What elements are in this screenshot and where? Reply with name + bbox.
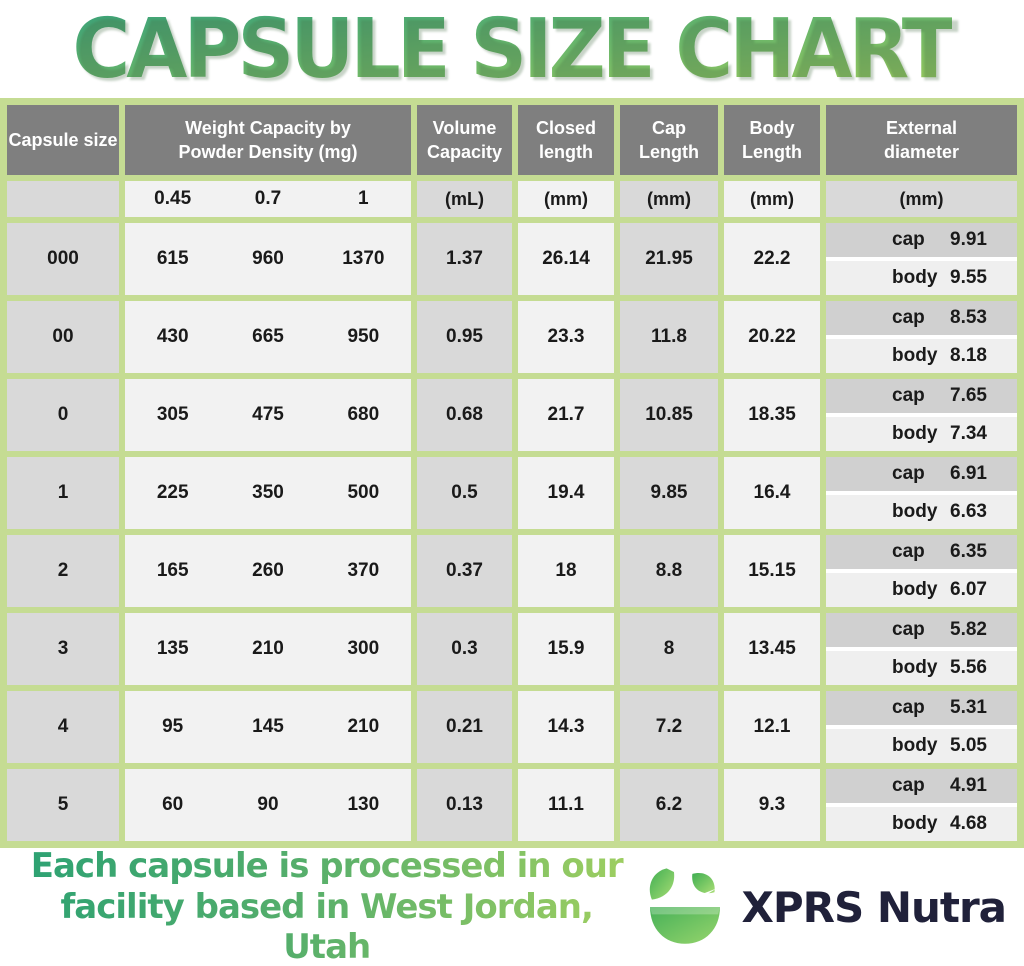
body-length-cell: 18.35 [724,379,820,451]
cap-length-cell: 6.2 [620,769,718,841]
weight-capacity-cell: 95 145 210 [125,691,411,763]
volume-capacity-cell: 0.21 [417,691,512,763]
body-diameter-row: body 5.56 [826,651,1017,685]
body-length-cell: 20.22 [724,301,820,373]
body-diameter-row: body 8.18 [826,339,1017,373]
cap-length-cell: 11.8 [620,301,718,373]
header-body-length: Body Length [724,105,820,175]
cap-length-cell: 21.95 [620,223,718,295]
cap-length-cell: 8.8 [620,535,718,607]
closed-length-cell: 14.3 [518,691,614,763]
cap-diameter-row: cap 7.65 [826,379,1017,413]
capsule-size-cell: 2 [7,535,119,607]
cap-diameter-row: cap 6.35 [826,535,1017,569]
weight-capacity-cell: 225 350 500 [125,457,411,529]
cap-diameter-row: cap 5.31 [826,691,1017,725]
body-length-cell: 9.3 [724,769,820,841]
weight-capacity-cell: 135 210 300 [125,613,411,685]
header-closed-length: Closed length [518,105,614,175]
unit-cap-length: (mm) [620,181,718,217]
body-length-cell: 16.4 [724,457,820,529]
tagline-line2: facility based in West Jordan, Utah [60,886,593,966]
volume-capacity-cell: 0.68 [417,379,512,451]
header-external-diameter: External diameter [826,105,1017,175]
capsule-size-table [0,98,1024,848]
external-diameter-cell [826,691,1017,763]
unit-body-length: (mm) [724,181,820,217]
page-title: CAPSULE SIZE CHART [72,0,952,97]
body-diameter-row: body 9.55 [826,261,1017,295]
unit-external-diameter: (mm) [826,181,1017,217]
cap-diameter-row: cap 8.53 [826,301,1017,335]
footer [0,845,1024,966]
body-diameter-row: body 5.05 [826,729,1017,763]
body-length-cell: 13.45 [724,613,820,685]
capsule-size-cell: 5 [7,769,119,841]
unit-closed-length: (mm) [518,181,614,217]
volume-capacity-cell: 0.13 [417,769,512,841]
weight-capacity-cell: 165 260 370 [125,535,411,607]
external-diameter-cell [826,457,1017,529]
external-diameter-cell [826,769,1017,841]
header-volume-capacity: Volume Capacity [417,105,512,175]
body-diameter-row: body 4.68 [826,807,1017,841]
volume-capacity-cell: 1.37 [417,223,512,295]
closed-length-cell: 18 [518,535,614,607]
capsule-size-cell: 00 [7,301,119,373]
unit-capsule-size-empty [7,181,119,217]
weight-capacity-cell: 305 475 680 [125,379,411,451]
header-cap-length: Cap Length [620,105,718,175]
closed-length-cell: 21.7 [518,379,614,451]
weight-capacity-cell: 430 665 950 [125,301,411,373]
body-diameter-row: body 6.63 [826,495,1017,529]
body-length-cell: 15.15 [724,535,820,607]
brand-logo [639,861,1006,953]
closed-length-cell: 23.3 [518,301,614,373]
external-diameter-cell [826,301,1017,373]
header-weight-capacity: Weight Capacity by Powder Density (mg) [125,105,411,175]
footer-tagline [14,846,639,966]
capsule-size-cell: 1 [7,457,119,529]
external-diameter-cell [826,535,1017,607]
weight-capacity-cell: 60 90 130 [125,769,411,841]
cap-length-cell: 9.85 [620,457,718,529]
volume-capacity-cell: 0.3 [417,613,512,685]
volume-capacity-cell: 0.37 [417,535,512,607]
weight-capacity-cell: 615 960 1370 [125,223,411,295]
volume-capacity-cell: 0.95 [417,301,512,373]
capsule-size-cell: 0 [7,379,119,451]
cap-diameter-row: cap 6.91 [826,457,1017,491]
closed-length-cell: 15.9 [518,613,614,685]
closed-length-cell: 19.4 [518,457,614,529]
header-capsule-size: Capsule size [7,105,119,175]
cap-length-cell: 8 [620,613,718,685]
body-diameter-row: body 7.34 [826,417,1017,451]
cap-diameter-row: cap 9.91 [826,223,1017,257]
closed-length-cell: 11.1 [518,769,614,841]
cap-length-cell: 7.2 [620,691,718,763]
body-length-cell: 22.2 [724,223,820,295]
body-diameter-row: body 6.07 [826,573,1017,607]
title-banner [0,0,1024,98]
volume-capacity-cell: 0.5 [417,457,512,529]
cap-length-cell: 10.85 [620,379,718,451]
capsule-size-cell: 000 [7,223,119,295]
mortar-leaf-icon [639,861,731,953]
capsule-size-cell: 4 [7,691,119,763]
external-diameter-cell [826,613,1017,685]
body-length-cell: 12.1 [724,691,820,763]
external-diameter-cell [826,379,1017,451]
unit-volume: (mL) [417,181,512,217]
brand-name: XPRS Nutra [741,882,1006,932]
capsule-size-cell: 3 [7,613,119,685]
closed-length-cell: 26.14 [518,223,614,295]
unit-densities: 0.45 0.7 1 [125,181,411,217]
external-diameter-cell [826,223,1017,295]
cap-diameter-row: cap 4.91 [826,769,1017,803]
cap-diameter-row: cap 5.82 [826,613,1017,647]
tagline-line1: Each capsule is processed in our [30,845,623,886]
